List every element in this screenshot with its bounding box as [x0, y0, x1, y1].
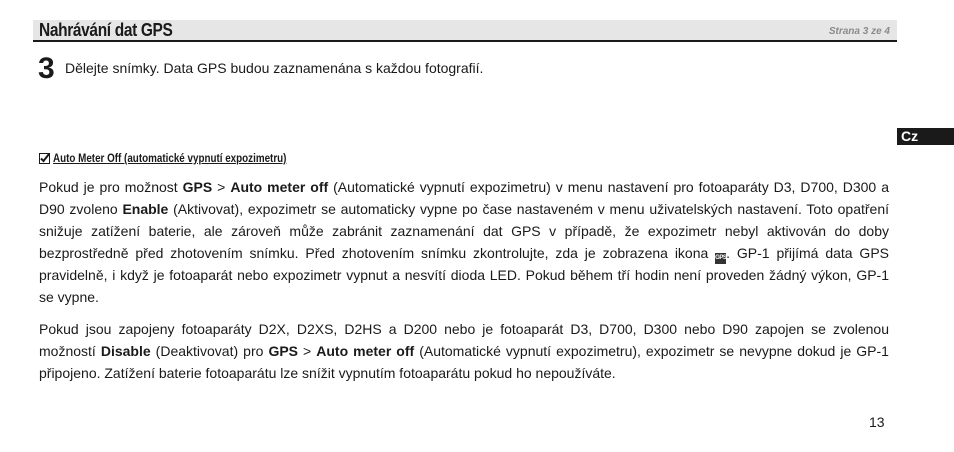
p1-text-3: (Automatické vypnutí expozimetru) v menu nastavení pro fotoaparáty D3, D700, D300 a D90 zvoleno [39, 179, 889, 217]
language-tab-label: Cz [901, 128, 919, 144]
check-icon [39, 153, 50, 164]
p2-bold-gps: GPS [268, 343, 299, 359]
step-number: 3 [38, 52, 55, 85]
p2-text-3: > [298, 343, 317, 359]
note-heading-text: Auto Meter Off (automatické vypnutí expozimetru) [53, 151, 287, 165]
p2-bold-auto-meter-off: Auto meter off [316, 343, 415, 359]
page-indicator: Strana 3 ze 4 [828, 26, 890, 37]
p1-bold-auto-meter-off: Auto meter off [230, 179, 329, 195]
p1-bold-enable: Enable [122, 201, 169, 217]
language-tab [897, 128, 954, 145]
p1-bold-gps: GPS [182, 179, 213, 195]
p1-text-1: Pokud je pro možnost [39, 179, 183, 195]
page-title: Nahrávání dat GPS [39, 20, 173, 40]
step-text: Dělejte snímky. Data GPS budou zaznamenána s každou fotografií. [65, 60, 484, 76]
gps-icon: GPS [715, 253, 726, 264]
p2-text-1: Pokud jsou zapojeny fotoaparáty D2X, D2XS, D2HS a D200 nebo je fotoaparát D3, D700, D300 nebo D90 zapojen se zvolenou možností [39, 321, 889, 359]
p1-text-4: (Aktivovat), expozimetr se automaticky vypne po čase nastaveném v menu uživatelských nastavení. Toto opatření snižuje zatížení baterie, ale zároveň může zabránit zaznamenání dat GPS v případě, že expozimetr nebyl aktivován do doby bezprostředně před zhotovením snímku. Před zhotovením snímku zkontrolujte, zda je zobrazena ikona [39, 201, 889, 261]
paragraph-auto-meter-disable [39, 318, 889, 384]
p1-text-2: > [212, 179, 231, 195]
page-number: 13 [869, 414, 885, 430]
paragraph-auto-meter-enable [39, 176, 889, 308]
p2-bold-disable: Disable [100, 343, 151, 359]
p2-text-2: (Deaktivovat) pro [150, 343, 269, 359]
p1-text-5: . GP-1 přijímá data GPS pravidelně, i když je fotoaparát nebo expozimetr vypnut a nesvítí dioda LED. Pokud během tří hodin není proveden žádný výkon, GP-1 se vypne. [39, 245, 889, 305]
note-heading [39, 151, 338, 165]
p2-text-4: (Automatické vypnutí expozimetru), expozimetr se nevypne dokud je GP-1 připojeno. Zatížení baterie fotoaparátu lze snížit vypnutím fotoaparátu pokud ho nepoužíváte. [39, 343, 889, 381]
